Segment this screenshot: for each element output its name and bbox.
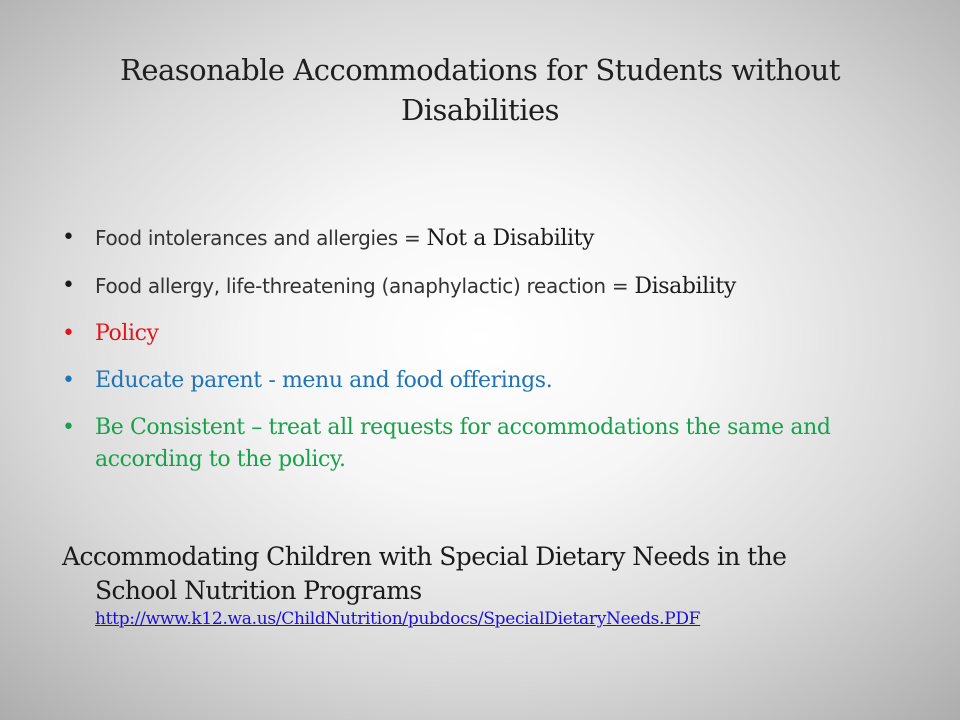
bullet-item-educate [62,365,922,397]
slide-title: Reasonable Accommodations for Students without Disabilities [119,53,841,127]
reference-block [62,540,922,630]
bullet-icon: • [62,225,75,250]
bullet-icon: • [62,368,75,393]
bullet-icon: • [62,321,75,346]
bullet-icon: • [62,415,75,440]
bullet-icon: • [62,273,75,298]
reference-title [62,540,922,608]
reference-title-line1: Accommodating Children with Special Dietary Needs in the [62,542,787,571]
reference-title-line2: School Nutrition Programs [95,576,422,605]
bullet-text: Food intolerances and allergies = [95,226,427,250]
bullet-item-allergy [62,270,922,303]
bullet-text: Educate parent - menu and food offerings. [95,368,553,393]
reference-link[interactable]: http://www.k12.wa.us/ChildNutrition/pubdocs/SpecialDietaryNeeds.PDF [95,609,701,629]
bullet-text: Policy [95,321,159,346]
bullet-item-intolerances [62,222,922,255]
bullet-item-consistent [62,412,922,476]
bullet-text: Be Consistent – treat all requests for accommodations the same and according to the policy. [95,415,831,472]
bullet-emphasis: Disability [634,274,736,299]
bullet-list [62,222,922,491]
bullet-text: Food allergy, life-threatening (anaphylactic) reaction = [95,274,635,298]
bullet-emphasis: Not a Disability [426,226,595,251]
bullet-item-policy [62,318,922,350]
